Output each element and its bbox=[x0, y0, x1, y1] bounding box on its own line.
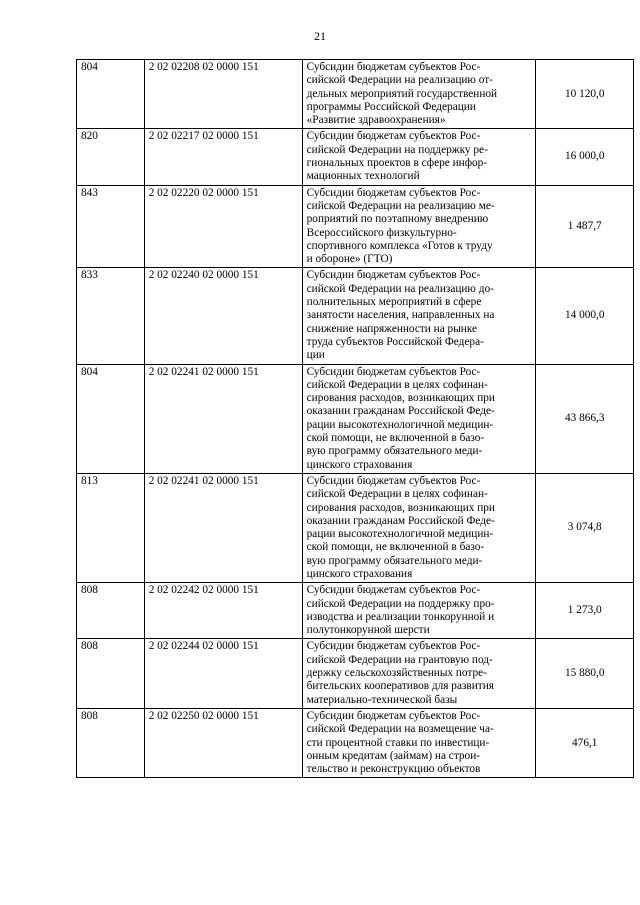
revenue-name-text: Субсидии бюджетам субъектов Рос- сийской Федерации на поддержку про- изводства и реализации тонкорунной и полутонкорунной шерсти bbox=[306, 584, 495, 637]
classification-code-cell: 2 02 02217 02 0000 151 bbox=[144, 129, 302, 185]
revenue-name-text: Субсидии бюджетам субъектов Рос- сийской Федерации на возмещение ча- сти процентной ставки по инвестици- онным кредитам (займам) на строи- тельство и реконструкцию объектов bbox=[306, 709, 494, 776]
revenue-name-cell bbox=[302, 129, 535, 185]
revenue-name-text: Субсидии бюджетам субъектов Рос- сийской Федерации в целях софинан- сирования расходов, возникающих при оказании гражданам Российской Феде- рации высокотехнологичной медицин- ской помощи, не включенной в базо- вую программу обязательного меди- цинского страхования bbox=[306, 365, 495, 471]
revenue-name-text: Субсидии бюджетам субъектов Рос- сийской Федерации на реализацию от- дельных мероприятий государственной программы Российской Федерации «Развитие здравоохранения» bbox=[306, 61, 498, 127]
table-row bbox=[77, 583, 634, 639]
amount-cell: 16 000,0 bbox=[535, 129, 634, 185]
admin-code-cell: 820 bbox=[77, 129, 145, 185]
table-row bbox=[77, 185, 634, 268]
admin-code-cell: 813 bbox=[77, 473, 145, 582]
amount-cell: 10 120,0 bbox=[535, 60, 634, 129]
classification-code-cell: 2 02 02208 02 0000 151 bbox=[144, 60, 302, 129]
revenue-name-cell bbox=[302, 708, 535, 777]
admin-code-cell: 833 bbox=[77, 268, 145, 364]
amount-cell: 15 880,0 bbox=[535, 639, 634, 708]
revenue-name-cell bbox=[302, 185, 535, 268]
admin-code-cell: 808 bbox=[77, 639, 145, 708]
classification-code-cell: 2 02 02220 02 0000 151 bbox=[144, 185, 302, 268]
table-row bbox=[77, 364, 634, 473]
classification-code-cell: 2 02 02244 02 0000 151 bbox=[144, 639, 302, 708]
revenue-name-text: Субсидии бюджетам субъектов Рос- сийской Федерации на реализацию ме- роприятий по поэтапному внедрению Всероссийского физкультурно- спортивного комплекса «Готов к труду и обороне» (ГТО) bbox=[306, 186, 495, 266]
table-row bbox=[77, 473, 634, 582]
amount-cell: 1 487,7 bbox=[535, 185, 634, 268]
amount-cell: 1 273,0 bbox=[535, 583, 634, 639]
admin-code-cell: 804 bbox=[77, 60, 145, 129]
classification-code-cell: 2 02 02241 02 0000 151 bbox=[144, 364, 302, 473]
amount-cell: 3 074,8 bbox=[535, 473, 634, 582]
revenue-name-text: Субсидии бюджетам субъектов Рос- сийской Федерации на реализацию до- полнительных мероприятий в сфере занятости населения, направленных на снижение напряженности на рынке труда субъектов Российской Федера- ции bbox=[306, 269, 495, 362]
revenue-name-cell bbox=[302, 583, 535, 639]
revenue-name-text: Субсидии бюджетам субъектов Рос- сийской Федерации в целях софинан- сирования расходов, возникающих при оказании гражданам Российской Феде- рации высокотехнологичной медицин- ской помощи, не включенной в базо- вую программу обязательного меди- цинского страхования bbox=[306, 474, 495, 580]
budget-table bbox=[76, 59, 634, 778]
classification-code-cell: 2 02 02250 02 0000 151 bbox=[144, 708, 302, 777]
classification-code-cell: 2 02 02242 02 0000 151 bbox=[144, 583, 302, 639]
revenue-name-cell bbox=[302, 60, 535, 129]
classification-code-cell: 2 02 02241 02 0000 151 bbox=[144, 473, 302, 582]
table-row bbox=[77, 639, 634, 708]
revenue-name-cell bbox=[302, 268, 535, 364]
admin-code-cell: 808 bbox=[77, 583, 145, 639]
revenue-name-cell bbox=[302, 364, 535, 473]
table-row bbox=[77, 129, 634, 185]
amount-cell: 43 866,3 bbox=[535, 364, 634, 473]
amount-cell: 476,1 bbox=[535, 708, 634, 777]
revenue-name-text: Субсидии бюджетам субъектов Рос- сийской Федерации на поддержку ре- гиональных проектов в сфере инфор- мационных технологий bbox=[306, 130, 488, 183]
revenue-name-cell bbox=[302, 473, 535, 582]
table-row bbox=[77, 60, 634, 129]
table-row bbox=[77, 708, 634, 777]
amount-cell: 14 000,0 bbox=[535, 268, 634, 364]
revenue-name-cell bbox=[302, 639, 535, 708]
admin-code-cell: 804 bbox=[77, 364, 145, 473]
page-number: 21 bbox=[314, 29, 326, 43]
revenue-name-text: Субсидии бюджетам субъектов Рос- сийской Федерации на грантовую под- держку сельскохозяйственных потре- бительских кооперативов для развития материально-технической базы bbox=[306, 640, 494, 706]
admin-code-cell: 843 bbox=[77, 185, 145, 268]
admin-code-cell: 808 bbox=[77, 708, 145, 777]
classification-code-cell: 2 02 02240 02 0000 151 bbox=[144, 268, 302, 364]
table-row bbox=[77, 268, 634, 364]
